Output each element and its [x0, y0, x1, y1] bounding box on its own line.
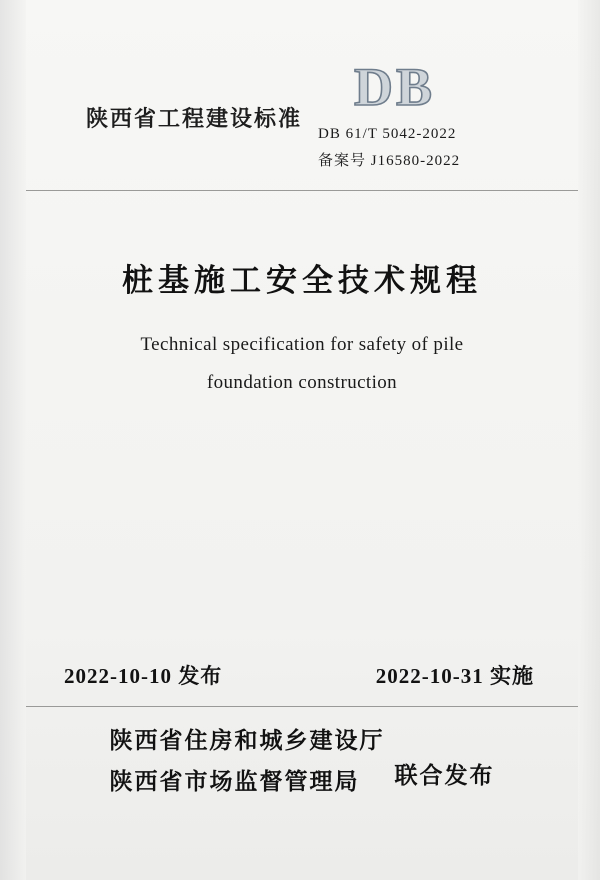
publisher-line-2: 陕西省市场监督管理局	[109, 769, 360, 794]
publisher-block	[26, 722, 578, 796]
record-number: 备案号 J16580-2022	[318, 153, 461, 169]
effective-date: 2022-10-31 实施	[375, 664, 534, 688]
cover-header	[56, 57, 560, 190]
joint-issue-label: 联合发布	[394, 763, 495, 788]
standard-series-label: 陕西省工程建设标准	[86, 106, 303, 131]
issue-date: 2022-10-10 发布	[64, 664, 223, 688]
publisher-line-1: 陕西省住房和城乡建设厅	[109, 728, 385, 753]
page-subtitle-line2: foundation construction	[206, 372, 398, 393]
publisher-names	[110, 722, 385, 796]
divider-top	[26, 190, 578, 191]
divider-bottom	[26, 706, 578, 707]
page-title: 桩基施工安全技术规程	[122, 263, 482, 298]
date-row	[26, 660, 578, 700]
title-block	[26, 255, 578, 394]
page-subtitle-line1: Technical specification for safety of pile	[140, 334, 464, 355]
standard-code: DB 61/T 5042-2022	[318, 126, 457, 142]
standard-identification-block	[318, 57, 538, 170]
db-logo: DB	[354, 57, 436, 117]
